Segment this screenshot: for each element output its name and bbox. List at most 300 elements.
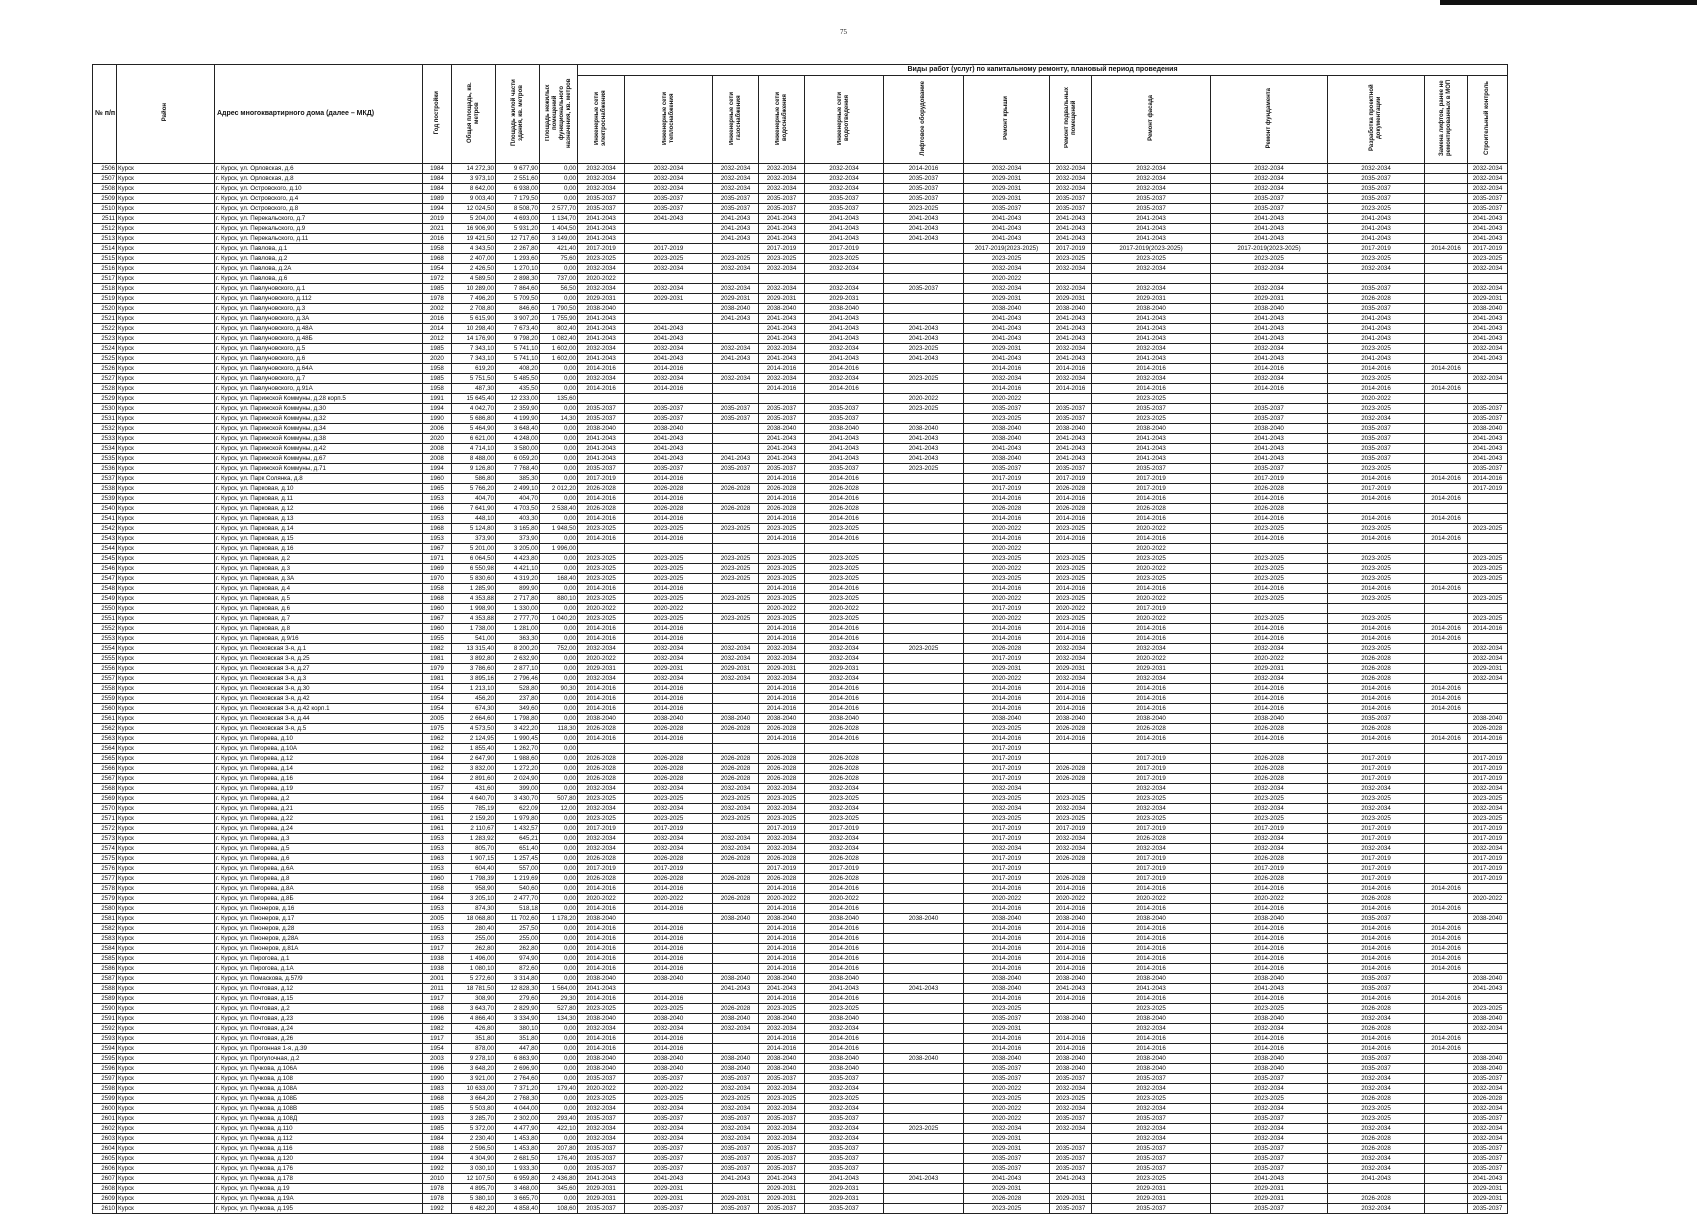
table-cell: 2014-2016 [759, 494, 805, 504]
table-cell: 2020-2022 [625, 604, 713, 614]
table-cell: 2029-2031 [1211, 664, 1328, 674]
table-cell: г. Курск, ул. Парижской Коммуны, д.34 [215, 424, 423, 434]
table-cell [884, 1144, 964, 1154]
table-cell: 2020-2022 [625, 1084, 713, 1094]
table-cell [884, 264, 964, 274]
table-cell: 2032-2034 [713, 834, 759, 844]
table-cell: г. Курск, ул. Парк Солянка, д.8 [215, 474, 423, 484]
table-cell: 2014-2016 [1211, 534, 1328, 544]
table-cell [884, 664, 964, 674]
table-cell [1425, 664, 1468, 674]
table-cell: 2023-2025 [1092, 1004, 1211, 1014]
table-cell: г. Курск, ул. Пучкова, д.110 [215, 1124, 423, 1134]
table-cell: 2035-2037 [713, 204, 759, 214]
table-cell: 2032-2034 [1050, 184, 1092, 194]
table-cell [1328, 544, 1425, 554]
table-cell: 2017-2019 [964, 774, 1050, 784]
table-cell: 2014-2016 [578, 1034, 625, 1044]
table-cell [713, 934, 759, 944]
table-cell: 2032-2034 [578, 264, 625, 274]
table-cell: 2026-2028 [1092, 724, 1211, 734]
table-cell: Курск [117, 634, 215, 644]
table-cell: г. Курск, ул. Пигорева, д.19 [215, 784, 423, 794]
table-cell: Курск [117, 1144, 215, 1154]
table-cell: 0,00 [540, 1044, 578, 1054]
table-cell: 2026-2028 [578, 854, 625, 864]
table-cell: 2017-2019 [1050, 244, 1092, 254]
table-cell: 2032-2034 [625, 654, 713, 664]
table-row [93, 984, 1508, 994]
table-cell: 2026-2028 [964, 504, 1050, 514]
table-cell: 2029-2031 [964, 294, 1050, 304]
table-cell: 1962 [423, 734, 452, 744]
table-cell [884, 904, 964, 914]
table-cell: 2014-2016 [759, 944, 805, 954]
table-cell: 2014-2016 [578, 734, 625, 744]
table-cell: 2543 [93, 534, 117, 544]
table-cell: 2023-2025 [805, 254, 884, 264]
table-cell: 2019 [423, 214, 452, 224]
table-cell: 2026-2028 [625, 854, 713, 864]
table-cell [1425, 1094, 1468, 1104]
table-cell: 2038-2040 [1050, 304, 1092, 314]
table-cell: г. Курск, ул. Пучкова, д.108Б [215, 1094, 423, 1104]
table-cell: г. Курск, ул. Песковская 3-я, д.3 [215, 674, 423, 684]
table-cell: 2041-2043 [884, 454, 964, 464]
table-cell: 2014-2016 [578, 954, 625, 964]
table-cell: 2023-2025 [625, 614, 713, 624]
table-cell: 2035-2037 [964, 1074, 1050, 1084]
table-row [93, 794, 1508, 804]
table-cell: 2020-2022 [964, 564, 1050, 574]
table-cell: 2014-2016 [625, 964, 713, 974]
table-cell [713, 584, 759, 594]
table-cell: Курск [117, 444, 215, 454]
table-cell: 2559 [93, 694, 117, 704]
table-cell: 1953 [423, 924, 452, 934]
table-row [93, 494, 1508, 504]
table-cell: 2029-2031 [964, 184, 1050, 194]
table-cell: 2032-2034 [1092, 184, 1211, 194]
table-cell: 2038-2040 [964, 914, 1050, 924]
table-cell [884, 1104, 964, 1114]
table-cell: 2035-2037 [625, 464, 713, 474]
table-cell: 2029-2031 [1211, 294, 1328, 304]
table-cell: Курск [117, 1044, 215, 1054]
table-cell: 2041-2043 [1050, 434, 1092, 444]
table-cell: 0,00 [540, 634, 578, 644]
table-cell: 2035-2037 [1468, 204, 1508, 214]
table-cell: 13 315,40 [452, 644, 496, 654]
table-cell: 0,00 [540, 744, 578, 754]
table-cell: 2597 [93, 1074, 117, 1084]
table-cell [1425, 324, 1468, 334]
table-cell: 2014-2016 [625, 1044, 713, 1054]
table-cell: 528,80 [496, 684, 540, 694]
table-cell: 2035-2037 [1050, 1164, 1092, 1174]
table-cell: Курск [117, 724, 215, 734]
table-cell [884, 484, 964, 494]
table-cell: 2020-2022 [964, 274, 1050, 284]
table-cell: 2014-2016 [1328, 634, 1425, 644]
table-cell: 2032-2034 [1211, 344, 1328, 354]
table-cell: 1 293,60 [496, 254, 540, 264]
table-row [93, 204, 1508, 214]
table-cell [884, 624, 964, 634]
table-cell: 1985 [423, 1124, 452, 1134]
table-cell: 2035-2037 [578, 404, 625, 414]
table-cell: г. Курск, ул. Песковская 3-я, д.42 [215, 694, 423, 704]
table-cell: 2017-2019 [964, 754, 1050, 764]
table-cell [713, 364, 759, 374]
table-cell [713, 924, 759, 934]
table-cell [1468, 924, 1508, 934]
table-cell: 422,10 [540, 1124, 578, 1134]
table-cell: 2032-2034 [1050, 164, 1092, 174]
table-cell: г. Курск, ул. Павлуновского, д.64А [215, 364, 423, 374]
table-cell [1468, 904, 1508, 914]
table-cell: 2038-2040 [964, 454, 1050, 464]
table-cell: Курск [117, 924, 215, 934]
table-cell: 168,40 [540, 574, 578, 584]
table-row [93, 1154, 1508, 1164]
table-cell: 2029-2031 [805, 1194, 884, 1204]
table-cell: 2029-2031 [1211, 1184, 1328, 1194]
table-row [93, 314, 1508, 324]
table-cell: 12 717,60 [496, 234, 540, 244]
table-cell: 1 257,45 [496, 854, 540, 864]
table-row [93, 1034, 1508, 1044]
table-cell: 2 230,40 [452, 1134, 496, 1144]
table-cell: 385,30 [496, 474, 540, 484]
table-cell: Курск [117, 774, 215, 784]
table-cell: 2023-2025 [759, 554, 805, 564]
table-cell: 2032-2034 [805, 174, 884, 184]
table-cell: 2029-2031 [759, 1194, 805, 1204]
table-cell [713, 734, 759, 744]
table-cell: 1 990,45 [496, 734, 540, 744]
table-cell: 2531 [93, 414, 117, 424]
table-cell: 2014-2016 [625, 704, 713, 714]
table-cell: 1 134,70 [540, 214, 578, 224]
table-cell: 2017-2019 [578, 474, 625, 484]
table-cell: 2020-2022 [964, 1084, 1050, 1094]
table-cell: 2029-2031 [759, 664, 805, 674]
table-cell: 2026-2028 [805, 774, 884, 784]
table-cell: Курск [117, 784, 215, 794]
table-cell: 2017-2019 [625, 244, 713, 254]
table-cell: 3 580,00 [496, 444, 540, 454]
table-cell: 2041-2043 [884, 234, 964, 244]
table-cell: 2014-2016 [625, 474, 713, 484]
table-cell: 872,60 [496, 964, 540, 974]
table-row [93, 1054, 1508, 1064]
table-cell [805, 274, 884, 284]
table-cell: Курск [117, 904, 215, 914]
table-cell: 2035-2037 [805, 1074, 884, 1084]
table-cell: 2014-2016 [1211, 624, 1328, 634]
table-cell: 2035-2037 [1092, 404, 1211, 414]
table-cell: 1 270,10 [496, 264, 540, 274]
table-cell: 2014-2016 [1092, 514, 1211, 524]
table-cell: 2035-2037 [1468, 414, 1508, 424]
table-cell: 2507 [93, 174, 117, 184]
table-cell: 2032-2034 [713, 1084, 759, 1094]
table-cell: 2026-2028 [713, 874, 759, 884]
table-cell [1425, 234, 1468, 244]
table-cell [884, 854, 964, 864]
table-row [93, 164, 1508, 174]
table-cell: 2038-2040 [1468, 914, 1508, 924]
table-cell: 2564 [93, 744, 117, 754]
table-cell: 1 283,92 [452, 834, 496, 844]
table-cell: 2014-2016 [1211, 924, 1328, 934]
table-cell: 2017-2019 [1468, 864, 1508, 874]
table-cell: г. Курск, ул. Павлуновского, д.48Б [215, 334, 423, 344]
table-cell: 2032-2034 [578, 1024, 625, 1034]
table-cell: 2032-2034 [1468, 1024, 1508, 1034]
table-cell: 2014-2016 [1050, 364, 1092, 374]
table-cell: 2023-2025 [713, 614, 759, 624]
table-cell [1425, 744, 1468, 754]
table-cell: Курск [117, 554, 215, 564]
table-cell: 14 176,90 [452, 334, 496, 344]
table-cell: 7 641,90 [452, 504, 496, 514]
table-cell: 5 204,00 [452, 214, 496, 224]
table-cell [1468, 744, 1508, 754]
table-cell: 2041-2043 [625, 214, 713, 224]
table-row [93, 614, 1508, 624]
table-cell: 2041-2043 [1211, 224, 1328, 234]
table-cell: 2035-2037 [759, 194, 805, 204]
table-cell: 2014-2016 [1211, 384, 1328, 394]
table-cell: 2041-2043 [1092, 214, 1211, 224]
table-cell: 2017-2019 [1328, 834, 1425, 844]
table-cell: 2567 [93, 774, 117, 784]
table-cell: 2536 [93, 464, 117, 474]
table-row [93, 284, 1508, 294]
table-cell: 2609 [93, 1194, 117, 1204]
table-cell: 349,60 [496, 704, 540, 714]
table-cell [1425, 204, 1468, 214]
table-cell: 2038-2040 [805, 1064, 884, 1074]
table-cell: 2585 [93, 954, 117, 964]
table-cell: Курск [117, 714, 215, 724]
table-cell: 1953 [423, 904, 452, 914]
table-cell: 2023-2025 [578, 1094, 625, 1104]
table-cell: 2579 [93, 894, 117, 904]
table-cell: 2032-2034 [1211, 174, 1328, 184]
table-cell: 2017-2019 [964, 864, 1050, 874]
table-cell: 2041-2043 [1211, 454, 1328, 464]
table-cell [1425, 454, 1468, 464]
table-cell: 0,00 [540, 814, 578, 824]
table-cell: Курск [117, 1084, 215, 1094]
table-cell: 2023-2025 [1328, 254, 1425, 264]
table-row [93, 714, 1508, 724]
table-cell: 2550 [93, 604, 117, 614]
table-cell: 2038-2040 [805, 1014, 884, 1024]
table-cell: 2020-2022 [1328, 394, 1425, 404]
table-cell: 2038-2040 [1468, 1014, 1508, 1024]
table-cell: 2023-2025 [1211, 574, 1328, 584]
table-cell: 2023-2025 [625, 1094, 713, 1104]
table-row [93, 584, 1508, 594]
table-cell: 2032-2034 [1092, 1124, 1211, 1134]
table-cell: 14 272,30 [452, 164, 496, 174]
table-cell: 2017-2019 [1468, 874, 1508, 884]
table-cell: 2023-2025 [1328, 374, 1425, 384]
table-cell: 2041-2043 [1211, 334, 1328, 344]
table-cell: 1958 [423, 364, 452, 374]
table-cell: 2020-2022 [1468, 894, 1508, 904]
table-cell: 2032-2034 [578, 344, 625, 354]
table-row [93, 894, 1508, 904]
table-cell: 2032-2034 [1050, 264, 1092, 274]
table-cell: 1996 [423, 1064, 452, 1074]
table-cell [1468, 544, 1508, 554]
table-cell: 2547 [93, 574, 117, 584]
table-cell: 431,60 [452, 784, 496, 794]
table-cell: 2 681,50 [496, 1154, 540, 1164]
table-cell: 2032-2034 [1328, 1204, 1425, 1214]
table-cell: 2017-2019 [964, 854, 1050, 864]
table-cell [1468, 694, 1508, 704]
table-cell: г. Курск, ул. Пучкова, д.178 [215, 1174, 423, 1184]
table-cell: 2008 [423, 444, 452, 454]
table-cell: 0,00 [540, 784, 578, 794]
table-cell: 2023-2025 [964, 554, 1050, 564]
table-cell: 2041-2043 [1211, 444, 1328, 454]
table-cell: 2038-2040 [964, 434, 1050, 444]
table-cell [1425, 1164, 1468, 1174]
table-cell [884, 714, 964, 724]
table-cell: 2032-2034 [1211, 834, 1328, 844]
table-cell: 2041-2043 [884, 1174, 964, 1184]
table-cell: 2017-2019 [1092, 824, 1211, 834]
table-row [93, 804, 1508, 814]
table-cell: 2014-2016 [1211, 684, 1328, 694]
table-cell [1425, 1074, 1468, 1084]
table-cell: 2032-2034 [805, 1104, 884, 1114]
table-cell: 2017-2019 [1328, 774, 1425, 784]
table-cell: 2014-2016 [805, 584, 884, 594]
table-cell: 2014-2016 [1328, 684, 1425, 694]
table-cell: Курск [117, 214, 215, 224]
table-cell: 2032-2034 [1211, 1134, 1328, 1144]
table-cell: 2041-2043 [805, 434, 884, 444]
table-cell: 2035-2037 [1092, 1114, 1211, 1124]
table-cell: 2014-2016 [1092, 494, 1211, 504]
table-cell: 2023-2025 [578, 1004, 625, 1014]
table-cell: 3 422,20 [496, 724, 540, 734]
table-cell: 2029-2031 [1468, 1194, 1508, 1204]
table-cell: 2017-2019 [1092, 774, 1211, 784]
table-cell: Курск [117, 244, 215, 254]
table-cell: 2035-2037 [1092, 1144, 1211, 1154]
table-cell: 2023-2025 [964, 1204, 1050, 1214]
table-cell: 2026-2028 [713, 1004, 759, 1014]
table-cell [1425, 834, 1468, 844]
table-row [93, 874, 1508, 884]
table-cell: Курск [117, 824, 215, 834]
table-cell: 2032-2034 [1328, 1154, 1425, 1164]
table-cell: 2035-2037 [625, 1074, 713, 1084]
table-cell [1328, 744, 1425, 754]
table-cell: 2038-2040 [578, 714, 625, 724]
table-cell: 2014-2016 [625, 364, 713, 374]
table-cell: 2014-2016 [1328, 694, 1425, 704]
table-cell: Курск [117, 604, 215, 614]
table-cell: 0,00 [540, 1074, 578, 1084]
table-cell: г. Курск, ул. Парижской Коммуны, д.71 [215, 464, 423, 474]
table-cell [1425, 1004, 1468, 1014]
table-cell: 2014-2016 [1328, 964, 1425, 974]
table-cell: 2017-2019 [964, 604, 1050, 614]
table-cell: 2014-2016 [1211, 704, 1328, 714]
table-cell: 2026-2028 [964, 1194, 1050, 1204]
table-cell: 2014-2016 [805, 624, 884, 634]
table-cell [1468, 384, 1508, 394]
table-cell: 2035-2037 [884, 284, 964, 294]
table-cell: 2038-2040 [1468, 1054, 1508, 1064]
table-cell: 2035-2037 [964, 1014, 1050, 1024]
col-header-work-12: Замена лифтов, ранее не ремонтированных в МОП [1425, 76, 1468, 164]
table-cell: 2014-2016 [1092, 684, 1211, 694]
table-row [93, 224, 1508, 234]
table-cell: 2038-2040 [713, 1054, 759, 1064]
table-cell: 2026-2028 [1468, 724, 1508, 734]
table-cell: 0,00 [540, 754, 578, 764]
table-cell: 2026-2028 [1211, 854, 1328, 864]
table-cell: 2026-2028 [1328, 1094, 1425, 1104]
table-cell: 2014-2016 [1468, 474, 1508, 484]
table-cell: 2032-2034 [964, 284, 1050, 294]
table-body [93, 164, 1508, 1214]
table-cell: 2038-2040 [805, 974, 884, 984]
table-cell: 2032-2034 [1468, 1124, 1508, 1134]
table-cell: 2014-2016 [805, 734, 884, 744]
table-cell: г. Курск, ул. Парижской Коммуны, д.30 [215, 404, 423, 414]
table-cell [884, 824, 964, 834]
table-cell: 2041-2043 [805, 314, 884, 324]
table-cell: 2560 [93, 704, 117, 714]
table-cell: 2035-2037 [1211, 464, 1328, 474]
table-cell: 2032-2034 [625, 834, 713, 844]
table-cell: 3 149,00 [540, 234, 578, 244]
table-row [93, 454, 1508, 464]
table-cell: 2038-2040 [1050, 974, 1092, 984]
table-cell: 2026-2028 [625, 724, 713, 734]
table-cell: 2032-2034 [805, 184, 884, 194]
table-cell: 2017-2019 [625, 824, 713, 834]
table-cell: г. Курск, ул. Пигорева, д.16 [215, 774, 423, 784]
table-cell: 2020-2022 [578, 654, 625, 664]
table-cell: 2032-2034 [1468, 1084, 1508, 1094]
table-cell: 2014-2016 [805, 474, 884, 484]
table-cell: 0,00 [540, 364, 578, 374]
table-cell [884, 1004, 964, 1014]
table-cell: 2041-2043 [1468, 434, 1508, 444]
table-cell: 2549 [93, 594, 117, 604]
table-cell: 2041-2043 [964, 1174, 1050, 1184]
table-cell: 2023-2025 [1328, 644, 1425, 654]
table-cell [625, 984, 713, 994]
table-cell: 1984 [423, 164, 452, 174]
table-cell: 2026-2028 [625, 504, 713, 514]
table-cell: 2014-2016 [1328, 1044, 1425, 1054]
table-row [93, 694, 1508, 704]
